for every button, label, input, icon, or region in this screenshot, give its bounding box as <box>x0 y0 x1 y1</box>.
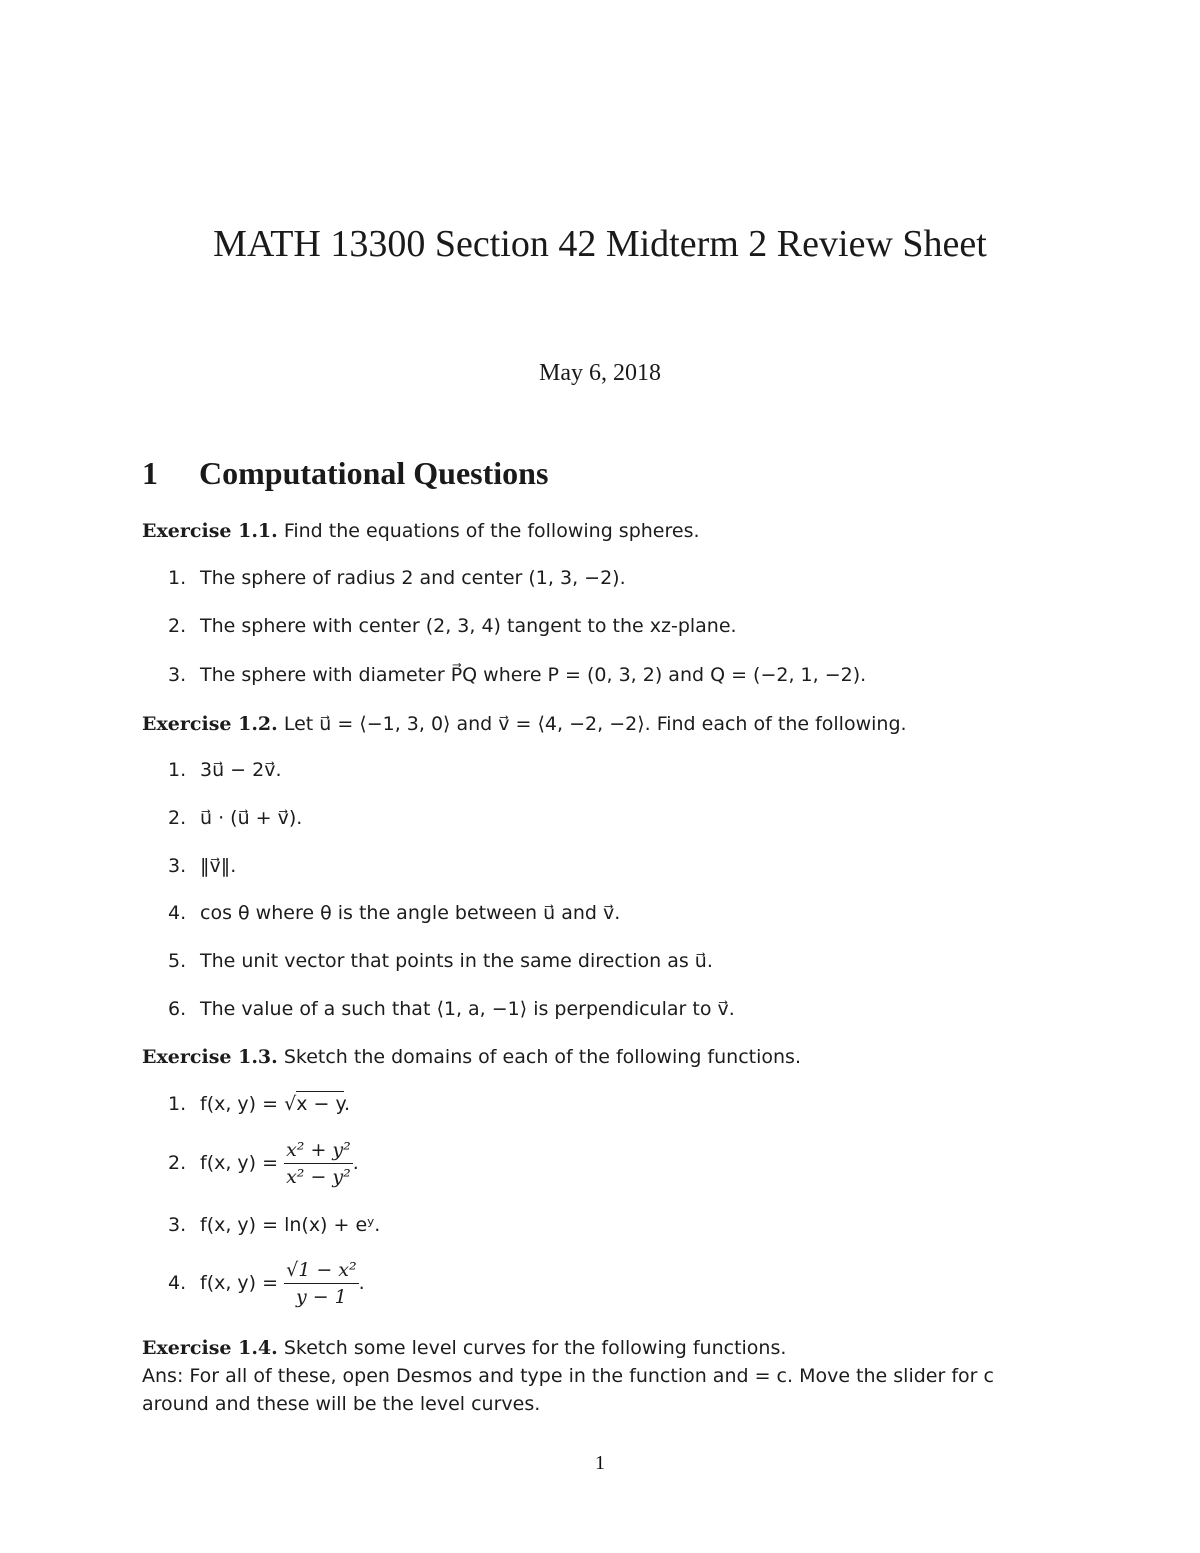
list-item: 1. The sphere of radius 2 and center (1, 3, −2). <box>168 567 626 589</box>
page-number: 1 <box>595 1452 605 1474</box>
list-item: 6. The value of a such that ⟨1, a, −1⟩ is perpendicular to v⃗. <box>168 998 735 1020</box>
section-number: 1 <box>142 455 158 491</box>
exercise-1-3 <box>142 1043 801 1071</box>
list-item: 3. f(x, y) = ln(x) + eʸ. <box>168 1214 381 1236</box>
list-item: 1. f(x, y) = √x − y. <box>168 1093 351 1115</box>
list-item: 3. The sphere with diameter P⃗Q where P = (0, 3, 2) and Q = (−2, 1, −2). <box>168 664 867 686</box>
fraction: $\frac{\text{x² + y²}}{\text{x² − y²}}$ <box>286 1139 351 1188</box>
list-item: 4. cos θ where θ is the angle between u⃗ and v⃗. <box>168 902 621 924</box>
exercise-1-1 <box>142 517 700 545</box>
answer-line-2: around and these will be the level curves. <box>142 1393 541 1415</box>
document-date: May 6, 2018 <box>539 360 661 386</box>
exercise-label: Exercise 1.3. <box>142 1046 278 1068</box>
exercise-1-4 <box>142 1334 786 1362</box>
exercise-text: Find the equations of the following spheres. <box>283 520 700 542</box>
document-title: MATH 13300 Section 42 Midterm 2 Review Sheet <box>213 223 987 265</box>
exercise-label: Exercise 1.4. <box>142 1337 278 1359</box>
list-item: 2. f(x, y) = $\frac{\text{x² + y²}}{\text{x² − y²}}$ . <box>168 1139 359 1188</box>
exercise-text: Let u⃗ = ⟨−1, 3, 0⟩ and v⃗ = ⟨4, −2, −2⟩. Find each of the following. <box>283 713 907 735</box>
exercise-label: Exercise 1.1. <box>142 520 278 542</box>
list-item: 5. The unit vector that points in the same direction as u⃗. <box>168 950 713 972</box>
exercise-text: Sketch the domains of each of the following functions. <box>283 1046 801 1068</box>
list-item: 2. The sphere with center (2, 3, 4) tangent to the xz-plane. <box>168 615 737 637</box>
section-heading <box>142 455 548 492</box>
exercise-label: Exercise 1.2. <box>142 713 278 735</box>
section-title: Computational Questions <box>199 455 549 491</box>
list-item: 2. u⃗ · (u⃗ + v⃗). <box>168 807 303 829</box>
list-item: 1. 3u⃗ − 2v⃗. <box>168 759 282 781</box>
list-item: 4. f(x, y) = $\frac{\text{√1 − x²}}{y - 1}$ . <box>168 1259 365 1308</box>
list-item: 3. ‖v⃗‖. <box>168 855 237 877</box>
fraction: $\frac{\text{√1 − x²}}{y - 1}$ <box>286 1259 357 1308</box>
exercise-text: Sketch some level curves for the following functions. <box>283 1337 787 1359</box>
answer-line-1: Ans: For all of these, open Desmos and type in the function and = c. Move the slider for c <box>142 1365 994 1387</box>
exercise-1-2 <box>142 710 907 738</box>
